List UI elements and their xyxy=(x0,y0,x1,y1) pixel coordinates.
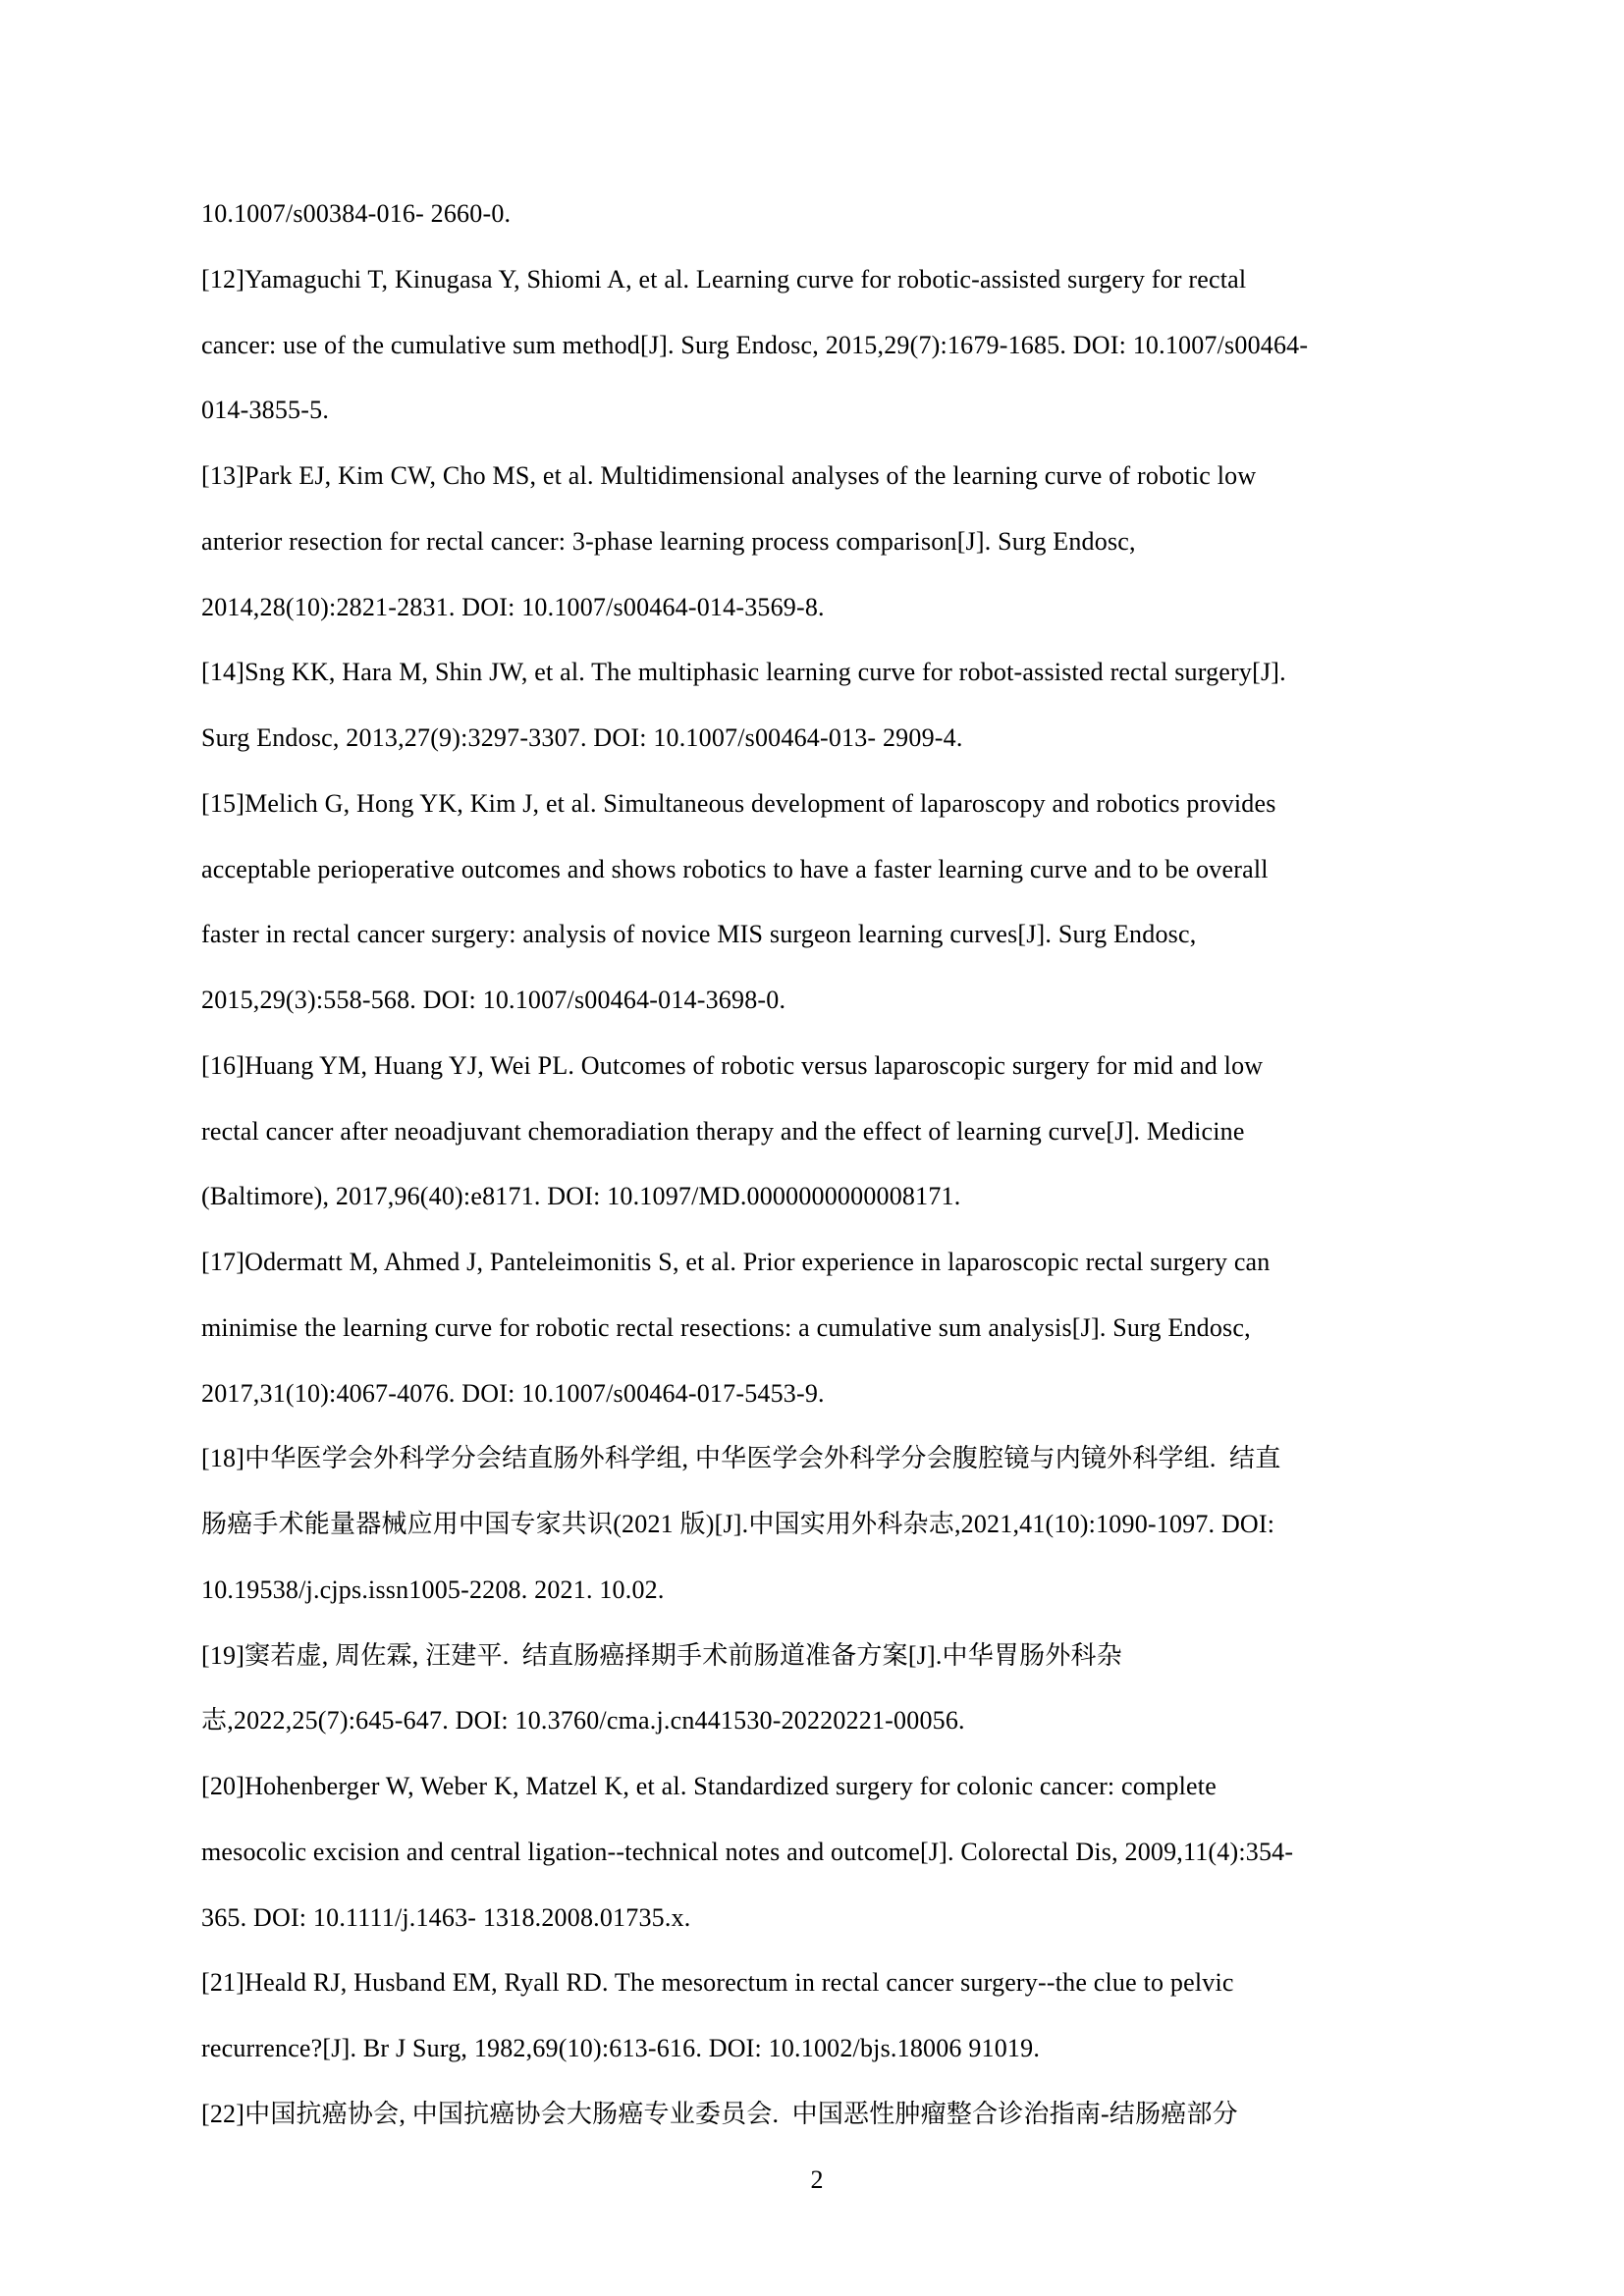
text-line: (Baltimore), 2017,96(40):e8171. DOI: 10.1097/MD.0000000000008171. xyxy=(201,1182,961,1211)
text-line: [14]Sng KK, Hara M, Shin JW, et al. The multiphasic learning curve for robot-assisted rectal surgery[J]. xyxy=(201,658,1286,687)
text-line: [16]Huang YM, Huang YJ, Wei PL. Outcomes of robotic versus laparoscopic surgery for mid and low xyxy=(201,1050,1264,1080)
text-line: [19]窦若虚, 周佐霖, 汪建平. 结直肠癌择期手术前肠道准备方案[J].中华胃肠外科杂 xyxy=(201,1640,1122,1670)
text-line: faster in rectal cancer surgery: analysis of novice MIS surgeon learning curves[J]. Surg Endosc, xyxy=(201,920,1197,949)
text-line: 2015,29(3):558-568. DOI: 10.1007/s00464-014-3698-0. xyxy=(201,986,786,1014)
text-line: [12]Yamaguchi T, Kinugasa Y, Shiomi A, et al. Learning curve for robotic-assisted surgery for rectal xyxy=(201,264,1247,294)
text-line: [15]Melich G, Hong YK, Kim J, et al. Simultaneous development of laparoscopy and robotics provides xyxy=(201,788,1276,818)
text-line: 2017,31(10):4067-4076. DOI: 10.1007/s00464-017-5453-9. xyxy=(201,1378,825,1408)
text-line: anterior resection for rectal cancer: 3-phase learning process comparison[J]. Surg Endosc, xyxy=(201,526,1136,556)
text-line: acceptable perioperative outcomes and shows robotics to have a faster learning curve and to be overall xyxy=(201,854,1269,883)
text-line: 2014,28(10):2821-2831. DOI: 10.1007/s00464-014-3569-8. xyxy=(201,592,825,621)
text-line: cancer: use of the cumulative sum method[J]. Surg Endosc, 2015,29(7):1679-1685. DOI: 10.1007/s00464- xyxy=(201,330,1309,359)
text-line: [17]Odermatt M, Ahmed J, Panteleimonitis S, et al. Prior experience in laparoscopic rectal surgery can xyxy=(201,1248,1271,1276)
text-line: [13]Park EJ, Kim CW, Cho MS, et al. Multidimensional analyses of the learning curve of robotic low xyxy=(201,461,1257,490)
text-line: Surg Endosc, 2013,27(9):3297-3307. DOI: 10.1007/s00464-013- 2909-4. xyxy=(201,723,963,752)
references-text-block xyxy=(201,182,1442,2213)
text-line: minimise the learning curve for robotic rectal resections: a cumulative sum analysis[J]. Surg Endosc, xyxy=(201,1312,1251,1342)
text-line: 10.19538/j.cjps.issn1005-2208. 2021. 10.02. xyxy=(201,1575,665,1604)
text-line: 10.1007/s00384-016- 2660-0. xyxy=(201,199,512,228)
text-line: recurrence?[J]. Br J Surg, 1982,69(10):613-616. DOI: 10.1002/bjs.18006 91019. xyxy=(201,2034,1041,2062)
text-line: [22]中国抗癌协会, 中国抗癌协会大肠癌专业委员会. 中国恶性肿瘤整合诊治指南-结肠癌部分 xyxy=(201,2099,1238,2128)
text-line: 014-3855-5. xyxy=(201,396,330,425)
text-line: rectal cancer after neoadjuvant chemoradiation therapy and the effect of learning curve[J]. Medicine xyxy=(201,1116,1245,1146)
text-line: [21]Heald RJ, Husband EM, Ryall RD. The mesorectum in rectal cancer surgery--the clue to pelvic xyxy=(201,1968,1234,1998)
text-line: mesocolic excision and central ligation--technical notes and outcome[J]. Colorectal Dis, 2009,11(4):354- xyxy=(201,1837,1294,1866)
page-number: 2 xyxy=(810,2164,824,2194)
text-line: 志,2022,25(7):645-647. DOI: 10.3760/cma.j.cn441530-20220221-00056. xyxy=(201,1706,965,1735)
text-line: 365. DOI: 10.1111/j.1463- 1318.2008.01735.x. xyxy=(201,1902,691,1932)
text-line: [18]中华医学会外科学分会结直肠外科学组, 中华医学会外科学分会腹腔镜与内镜外科学组. 结直 xyxy=(201,1444,1281,1473)
text-line: 肠癌手术能量器械应用中国专家共识(2021 版)[J].中国实用外科杂志,2021,41(10):1090-1097. DOI: xyxy=(201,1510,1275,1538)
text-line: [20]Hohenberger W, Weber K, Matzel K, et al. Standardized surgery for colonic cancer: complete xyxy=(201,1772,1217,1800)
